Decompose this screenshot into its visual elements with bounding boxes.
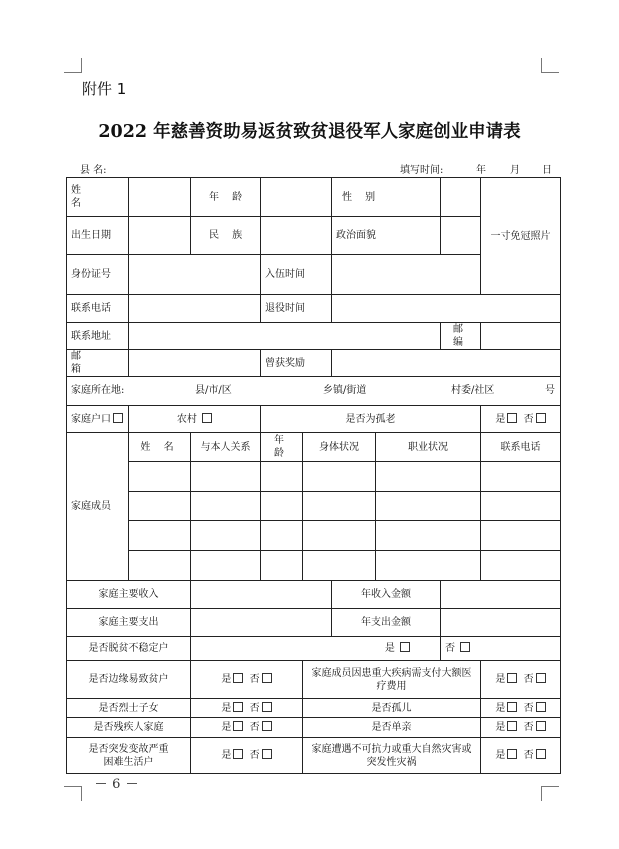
address-field[interactable]: [129, 323, 441, 350]
table-row: [67, 492, 561, 521]
no-checkbox[interactable]: [262, 673, 272, 683]
member-health-cell[interactable]: [303, 492, 376, 521]
member-name-cell[interactable]: [129, 462, 191, 492]
disaster-label: 家庭遭遇不可抗力或重大自然灾害或突发性灾祸: [303, 738, 481, 774]
no-checkbox[interactable]: [460, 642, 470, 652]
yes-checkbox[interactable]: [233, 749, 243, 759]
fill-time-label: 填写时间:: [400, 165, 444, 176]
family-members-label: 家庭成员: [67, 433, 129, 581]
crop-mark: [541, 72, 559, 73]
annual-income-field[interactable]: [441, 581, 561, 609]
crop-mark: [81, 786, 82, 801]
member-relation-cell[interactable]: [191, 492, 261, 521]
member-age-cell[interactable]: [261, 521, 303, 551]
member-relation-cell[interactable]: [191, 551, 261, 581]
single-parent-options[interactable]: 是 否: [481, 718, 561, 738]
edge-poverty-label: 是否边缘易致贫户: [67, 661, 191, 699]
application-form-table: [66, 177, 561, 774]
retire-time-field[interactable]: [332, 295, 561, 323]
year-label: 年: [476, 165, 486, 176]
yes-checkbox[interactable]: [507, 702, 517, 712]
yes-checkbox[interactable]: [233, 702, 243, 712]
awards-label: 曾获奖励: [261, 350, 332, 377]
yes-checkbox[interactable]: [400, 642, 410, 652]
id-number-label: 身份证号: [67, 255, 129, 295]
page-title: 2022 年慈善资助易返贫致贫退役军人家庭创业申请表: [98, 122, 521, 142]
annual-expense-field[interactable]: [441, 609, 561, 637]
enlist-time-label: 入伍时间: [261, 255, 332, 295]
postcode-field[interactable]: [481, 323, 561, 350]
member-occupation-cell[interactable]: [376, 492, 481, 521]
member-phone-cell[interactable]: [481, 521, 561, 551]
yes-checkbox[interactable]: [507, 413, 517, 423]
orphan-elderly-options[interactable]: [481, 406, 561, 433]
birth-label: 出生日期: [67, 217, 129, 255]
member-age-cell[interactable]: [261, 462, 303, 492]
name-field[interactable]: [129, 178, 191, 217]
month-label: 月: [510, 165, 520, 176]
member-name-cell[interactable]: [129, 521, 191, 551]
member-col-age: 年 龄: [261, 433, 303, 462]
martyr-child-label: 是否烈士子女: [67, 699, 191, 718]
no-checkbox[interactable]: [536, 721, 546, 731]
member-col-phone: 联系电话: [481, 433, 561, 462]
orphan-options[interactable]: 是 否: [481, 699, 561, 718]
table-row: [67, 551, 561, 581]
single-parent-label: 是否单亲: [303, 718, 481, 738]
major-illness-options[interactable]: 是 否: [481, 661, 561, 699]
rural-option[interactable]: [129, 406, 261, 433]
email-label: 邮 箱: [67, 350, 129, 377]
day-label: 日: [542, 165, 552, 176]
name-label: 姓 名: [67, 178, 129, 217]
no-checkbox[interactable]: [536, 749, 546, 759]
member-age-cell[interactable]: [261, 492, 303, 521]
disaster-options[interactable]: 是 否: [481, 738, 561, 774]
political-field[interactable]: [441, 217, 481, 255]
postcode-label: 邮 编: [441, 323, 481, 350]
number-label: 号: [545, 385, 555, 396]
phone-label: 联系电话: [67, 295, 129, 323]
annual-income-label: 年收入金额: [332, 581, 441, 609]
age-field[interactable]: [261, 178, 332, 217]
crop-mark: [541, 786, 542, 801]
age-label: 年 龄: [191, 178, 261, 217]
yes-label: 是: [495, 413, 506, 425]
member-col-health: 身体状况: [303, 433, 376, 462]
crop-mark: [64, 72, 82, 73]
ethnicity-label: 民 族: [191, 217, 261, 255]
annual-expense-label: 年支出金额: [332, 609, 441, 637]
crop-mark: [541, 58, 542, 73]
form-meta-row: [66, 161, 560, 175]
home-location-label: 家庭所在地:: [71, 385, 125, 396]
county-city-district-label: 县/市/区: [195, 385, 232, 396]
table-row: [67, 521, 561, 551]
member-phone-cell[interactable]: [481, 492, 561, 521]
no-checkbox[interactable]: [262, 749, 272, 759]
unstable-yes-option[interactable]: 是: [191, 637, 441, 661]
gender-field[interactable]: [441, 178, 481, 217]
member-health-cell[interactable]: [303, 551, 376, 581]
photo-box[interactable]: 一寸免冠照片: [481, 178, 561, 295]
orphan-label: 是否孤儿: [303, 699, 481, 718]
attachment-label: 附件 1: [82, 80, 127, 98]
footer-dash: [96, 783, 106, 784]
no-checkbox[interactable]: [536, 702, 546, 712]
footer-dash: [127, 783, 137, 784]
household-label: 家庭户口: [67, 406, 129, 433]
yes-checkbox[interactable]: [507, 721, 517, 731]
awards-field[interactable]: [332, 350, 561, 377]
id-number-field[interactable]: [129, 255, 261, 295]
no-checkbox[interactable]: [262, 721, 272, 731]
retire-time-label: 退役时间: [261, 295, 332, 323]
page-footer: [94, 777, 139, 792]
member-relation-cell[interactable]: [191, 462, 261, 492]
page-number: 6: [112, 777, 121, 792]
village-community-label: 村委/社区: [451, 385, 495, 396]
ethnicity-field[interactable]: [261, 217, 332, 255]
main-expense-label: 家庭主要支出: [67, 609, 191, 637]
member-age-cell[interactable]: [261, 551, 303, 581]
member-name-cell[interactable]: [129, 551, 191, 581]
martyr-child-options[interactable]: 是 否: [191, 699, 303, 718]
member-phone-cell[interactable]: [481, 551, 561, 581]
disabled-family-label: 是否残疾人家庭: [67, 718, 191, 738]
member-relation-cell[interactable]: [191, 521, 261, 551]
phone-field[interactable]: [129, 295, 261, 323]
orphan-elderly-label: 是否为孤老: [261, 406, 481, 433]
edge-poverty-options[interactable]: 是 否: [191, 661, 303, 699]
member-col-relation: 与本人关系: [191, 433, 261, 462]
crop-mark: [81, 58, 82, 73]
political-label: 政治面貌: [332, 217, 441, 255]
member-name-cell[interactable]: [129, 492, 191, 521]
birth-field[interactable]: [129, 217, 191, 255]
member-occupation-cell[interactable]: [376, 462, 481, 492]
yes-checkbox[interactable]: [233, 673, 243, 683]
main-expense-field[interactable]: [191, 609, 332, 637]
township-street-label: 乡镇/街道: [323, 385, 367, 396]
no-checkbox[interactable]: [262, 702, 272, 712]
member-col-name: 姓 名: [129, 433, 191, 462]
sudden-change-label: 是否突发变故严重困难生活户: [67, 738, 191, 774]
unstable-no-option[interactable]: 否: [441, 637, 561, 661]
main-income-field[interactable]: [191, 581, 332, 609]
main-income-label: 家庭主要收入: [67, 581, 191, 609]
rural-label: 农村: [176, 413, 197, 425]
member-occupation-cell[interactable]: [376, 551, 481, 581]
member-col-occupation: 职业状况: [376, 433, 481, 462]
crop-mark: [541, 786, 559, 787]
no-checkbox[interactable]: [536, 413, 546, 423]
home-location-row[interactable]: [67, 377, 561, 406]
member-health-cell[interactable]: [303, 462, 376, 492]
address-label: 联系地址: [67, 323, 129, 350]
county-label: 县 名:: [80, 165, 107, 176]
crop-mark: [64, 786, 82, 787]
email-field[interactable]: [129, 350, 261, 377]
rural-checkbox[interactable]: [202, 413, 212, 423]
sudden-change-options[interactable]: 是 否: [191, 738, 303, 774]
no-checkbox[interactable]: [536, 673, 546, 683]
yes-checkbox[interactable]: [507, 673, 517, 683]
unstable-label: 是否脱贫不稳定户: [67, 637, 191, 661]
yes-checkbox[interactable]: [233, 721, 243, 731]
disabled-family-options[interactable]: 是 否: [191, 718, 303, 738]
member-phone-cell[interactable]: [481, 462, 561, 492]
member-occupation-cell[interactable]: [376, 521, 481, 551]
yes-checkbox[interactable]: [507, 749, 517, 759]
member-health-cell[interactable]: [303, 521, 376, 551]
major-illness-label: 家庭成员因患重大疾病需支付大额医疗费用: [303, 661, 481, 699]
table-row: [67, 462, 561, 492]
household-checkbox[interactable]: [113, 413, 123, 423]
gender-label: 性 别: [332, 178, 441, 217]
enlist-time-field[interactable]: [332, 255, 481, 295]
no-label: 否: [523, 413, 534, 425]
